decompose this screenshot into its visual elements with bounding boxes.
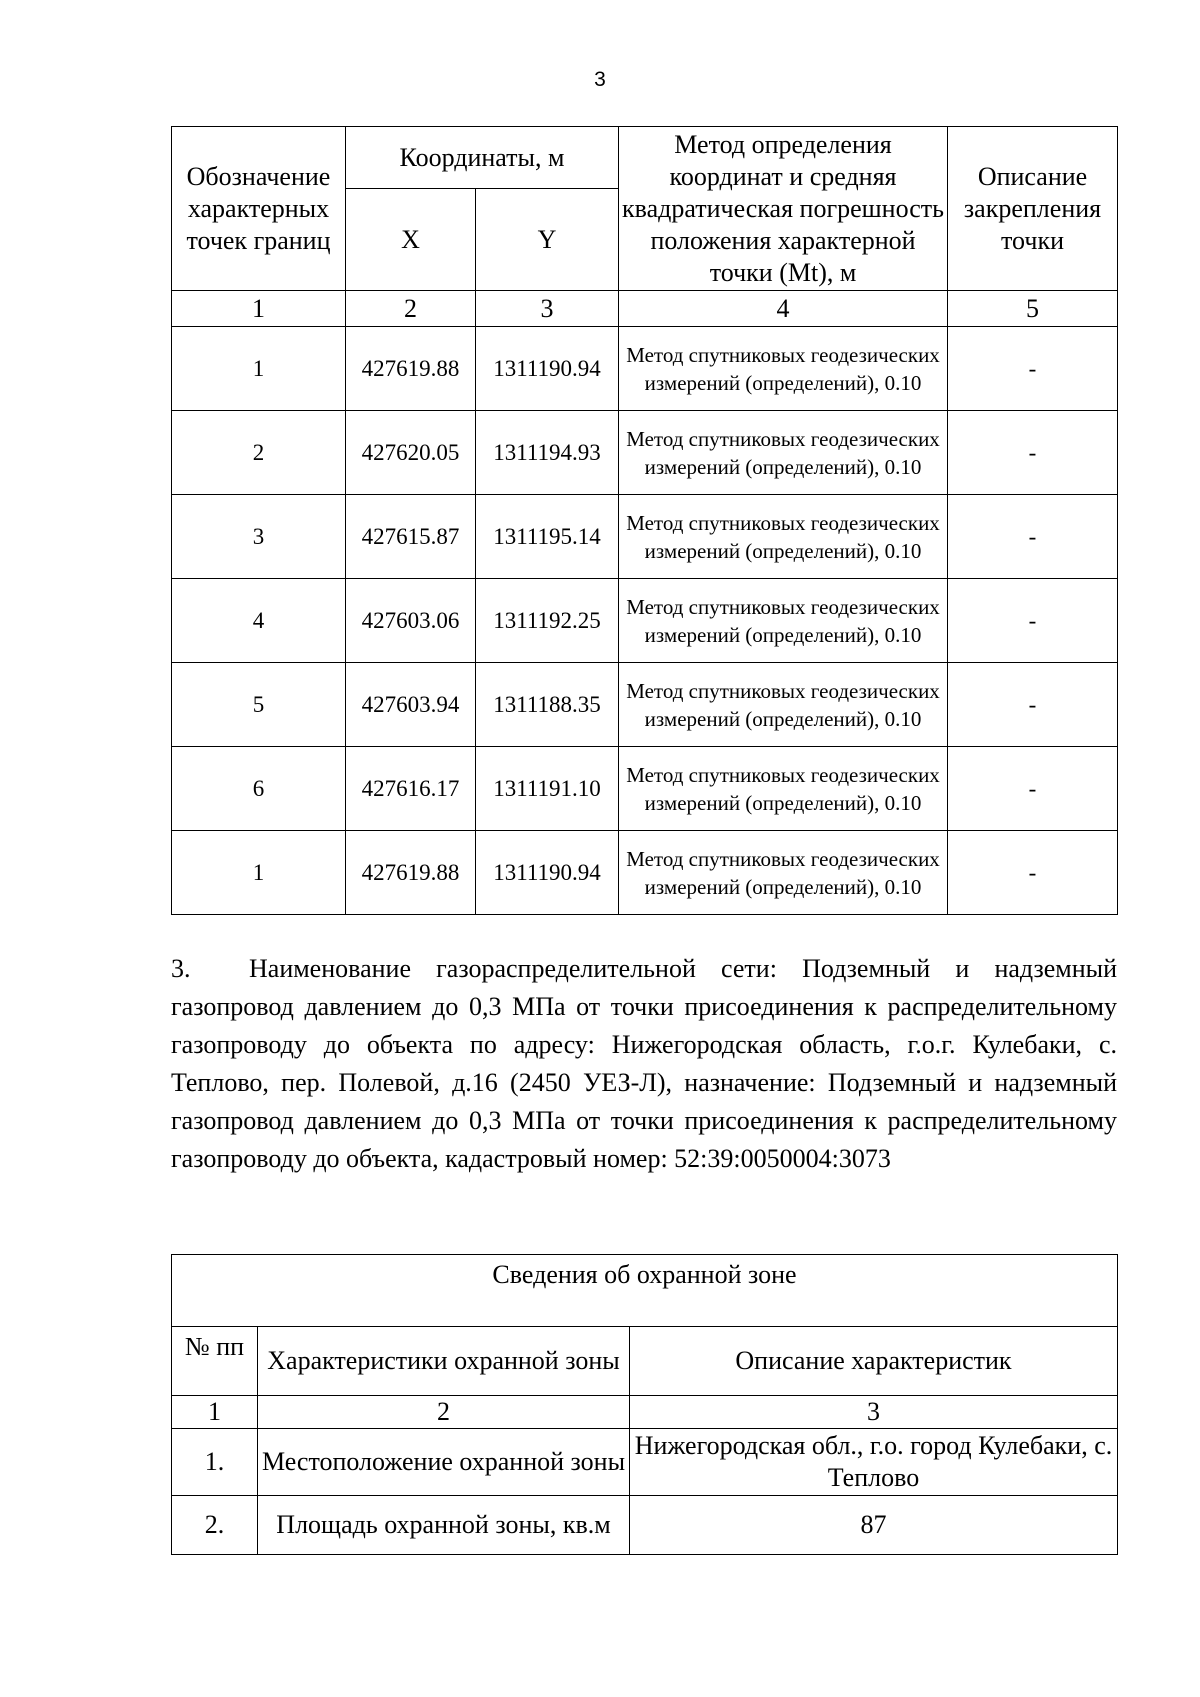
column-numbers-row (172, 1396, 1118, 1429)
column-number: 4 (619, 291, 948, 327)
zone-description-cell: Нижегородская обл., г.о. город Кулебаки, с. Теплово (630, 1429, 1118, 1496)
method-cell: Метод спутниковых геодезических измерений (определений), 0.10 (619, 663, 948, 747)
column-number: 1 (172, 1396, 258, 1429)
header-method: Метод определения координат и средняя квадратическая погрешность положения характерной точки (Mt), м (619, 127, 948, 291)
point-cell: 6 (172, 747, 346, 831)
column-number: 1 (172, 291, 346, 327)
table-row (172, 327, 1118, 411)
characteristic-cell: Площадь охранной зоны, кв.м (258, 1496, 630, 1555)
column-number: 3 (630, 1396, 1118, 1429)
x-cell: 427616.17 (346, 747, 476, 831)
protection-zone-table (171, 1254, 1118, 1555)
section-text: Наименование газораспределительной сети: Подземный и надземный газопровод давлением до 0,3 МПа от точки присоединения к распределительному газопроводу до объекта по адресу: Нижегородская область, г.о.г. Кулебаки, с. Теплово, пер. Полевой, д.16 (2450 УЕЗ-Л), назначение: Подземный и надземный газопровод давлением до 0,3 МПа от точки присоединения к распределительному газопроводу до объекта, кадастровый номер: 52:39:0050004:3073 (171, 954, 1117, 1173)
table-row (172, 579, 1118, 663)
x-cell: 427620.05 (346, 411, 476, 495)
table-row (172, 1429, 1118, 1496)
description-cell: - (948, 411, 1118, 495)
row-number: 1. (172, 1429, 258, 1496)
table-row (172, 831, 1118, 915)
description-cell: - (948, 579, 1118, 663)
header-description: Описание закрепления точки (948, 127, 1118, 291)
section-paragraph (171, 950, 1117, 1178)
header-y: Y (476, 189, 619, 291)
column-numbers-row (172, 291, 1118, 327)
table-row (172, 495, 1118, 579)
method-cell: Метод спутниковых геодезических измерений (определений), 0.10 (619, 495, 948, 579)
point-cell: 3 (172, 495, 346, 579)
header-zone-description: Описание характеристик (630, 1327, 1118, 1396)
point-cell: 1 (172, 831, 346, 915)
x-cell: 427619.88 (346, 831, 476, 915)
header-designation: Обозначение характерных точек границ (172, 127, 346, 291)
method-cell: Метод спутниковых геодезических измерений (определений), 0.10 (619, 327, 948, 411)
point-cell: 1 (172, 327, 346, 411)
x-cell: 427603.94 (346, 663, 476, 747)
y-cell: 1311192.25 (476, 579, 619, 663)
description-cell: - (948, 327, 1118, 411)
table-row (172, 747, 1118, 831)
table-row (172, 663, 1118, 747)
y-cell: 1311191.10 (476, 747, 619, 831)
characteristic-cell: Местоположение охранной зоны (258, 1429, 630, 1496)
row-number: 2. (172, 1496, 258, 1555)
header-characteristic: Характеристики охранной зоны (258, 1327, 630, 1396)
x-cell: 427619.88 (346, 327, 476, 411)
table-row (172, 1496, 1118, 1555)
y-cell: 1311190.94 (476, 831, 619, 915)
x-cell: 427603.06 (346, 579, 476, 663)
column-number: 2 (258, 1396, 630, 1429)
column-number: 3 (476, 291, 619, 327)
y-cell: 1311194.93 (476, 411, 619, 495)
description-cell: - (948, 747, 1118, 831)
point-cell: 5 (172, 663, 346, 747)
description-cell: - (948, 663, 1118, 747)
table-row (172, 411, 1118, 495)
method-cell: Метод спутниковых геодезических измерений (определений), 0.10 (619, 579, 948, 663)
y-cell: 1311195.14 (476, 495, 619, 579)
point-cell: 2 (172, 411, 346, 495)
header-coordinates: Координаты, м (346, 127, 619, 189)
method-cell: Метод спутниковых геодезических измерений (определений), 0.10 (619, 831, 948, 915)
zone-table-title: Сведения об охранной зоне (172, 1255, 1118, 1327)
description-cell: - (948, 831, 1118, 915)
method-cell: Метод спутниковых геодезических измерений (определений), 0.10 (619, 411, 948, 495)
section-number: 3. (171, 954, 191, 983)
column-number: 2 (346, 291, 476, 327)
coordinates-table (171, 126, 1118, 915)
zone-description-cell: 87 (630, 1496, 1118, 1555)
y-cell: 1311190.94 (476, 327, 619, 411)
header-x: X (346, 189, 476, 291)
point-cell: 4 (172, 579, 346, 663)
method-cell: Метод спутниковых геодезических измерений (определений), 0.10 (619, 747, 948, 831)
page-number: 3 (594, 68, 606, 91)
description-cell: - (948, 495, 1118, 579)
y-cell: 1311188.35 (476, 663, 619, 747)
header-num: № пп (172, 1327, 258, 1396)
x-cell: 427615.87 (346, 495, 476, 579)
column-number: 5 (948, 291, 1118, 327)
